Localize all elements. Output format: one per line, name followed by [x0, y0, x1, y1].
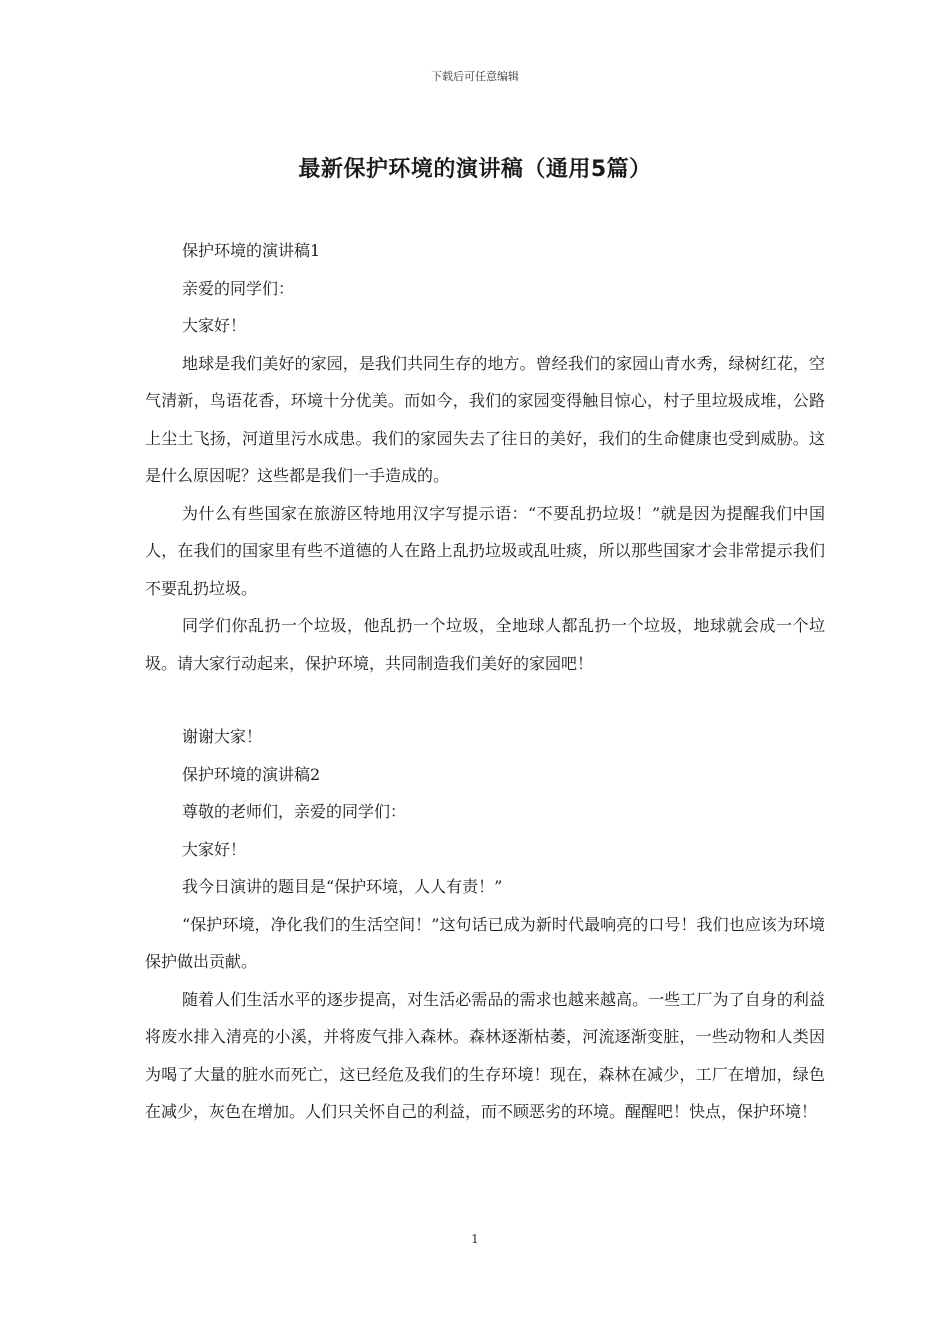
salutation: 尊敬的老师们，亲爱的同学们： — [182, 802, 407, 821]
salutation: 亲爱的同学们： — [182, 278, 295, 298]
page-header-note: 下载后可任意编辑 — [431, 70, 519, 83]
body-paragraph: “保护环境，净化我们的生活空间！”这句话已成为新时代最响亮的口号！我们也应该为环境保护做出贡献。 — [145, 914, 825, 971]
greeting: 大家好！ — [182, 839, 247, 859]
body-paragraph: 为什么有些国家在旅游区特地用汉字写提示语：“不要乱扔垃圾！”就是因为提醒我们中国人，在我们的国家里有些不道德的人在路上乱扔垃圾或乱吐痰，所以那些国家才会非常提示我们不要乱扔垃圾。 — [145, 503, 825, 598]
document-body — [145, 232, 825, 1131]
body-paragraph: 地球是我们美好的家园，是我们共同生存的地方。曾经我们的家园山青水秀，绿树红花，空气清新，鸟语花香，环境十分优美。而如今，我们的家园变得触目惊心，村子里垃圾成堆，公路上尘土飞扬，河道里污水成患。我们的家园失去了往日的美好，我们的生命健康也受到威胁。这是什么原因呢？这些都是我们一手造成的。 — [145, 353, 825, 485]
body-paragraph: 同学们你乱扔一个垃圾，他乱扔一个垃圾，全地球人都乱扔一个垃圾，地球就会成一个垃圾。请大家行动起来，保护环境，共同制造我们美好的家园吧！ — [145, 616, 825, 673]
body-paragraph: 我今日演讲的题目是“保护环境，人人有责！” — [182, 877, 503, 896]
body-paragraph: 随着人们生活水平的逐步提高，对生活必需品的需求也越来越高。一些工厂为了自身的利益将废水排入清亮的小溪，并将废气排入森林。森林逐渐枯萎，河流逐渐变脏，一些动物和人类因为喝了大量的脏水而死亡，这已经危及我们的生存环境！现在，森林在减少，工厂在增加，绿色在减少，灰色在增加。人们只关怀自己的利益，而不顾恶劣的环境。醒醒吧！快点，保护环境！ — [145, 989, 825, 1121]
speech-heading-1: 保护环境的演讲稿1 — [182, 241, 321, 260]
speech-heading-2: 保护环境的演讲稿2 — [182, 764, 321, 784]
page-number: 1 — [471, 1232, 479, 1246]
closing: 谢谢大家！ — [182, 727, 263, 746]
greeting: 大家好！ — [182, 316, 247, 335]
document-title: 最新保护环境的演讲稿（通用5篇） — [298, 157, 652, 182]
